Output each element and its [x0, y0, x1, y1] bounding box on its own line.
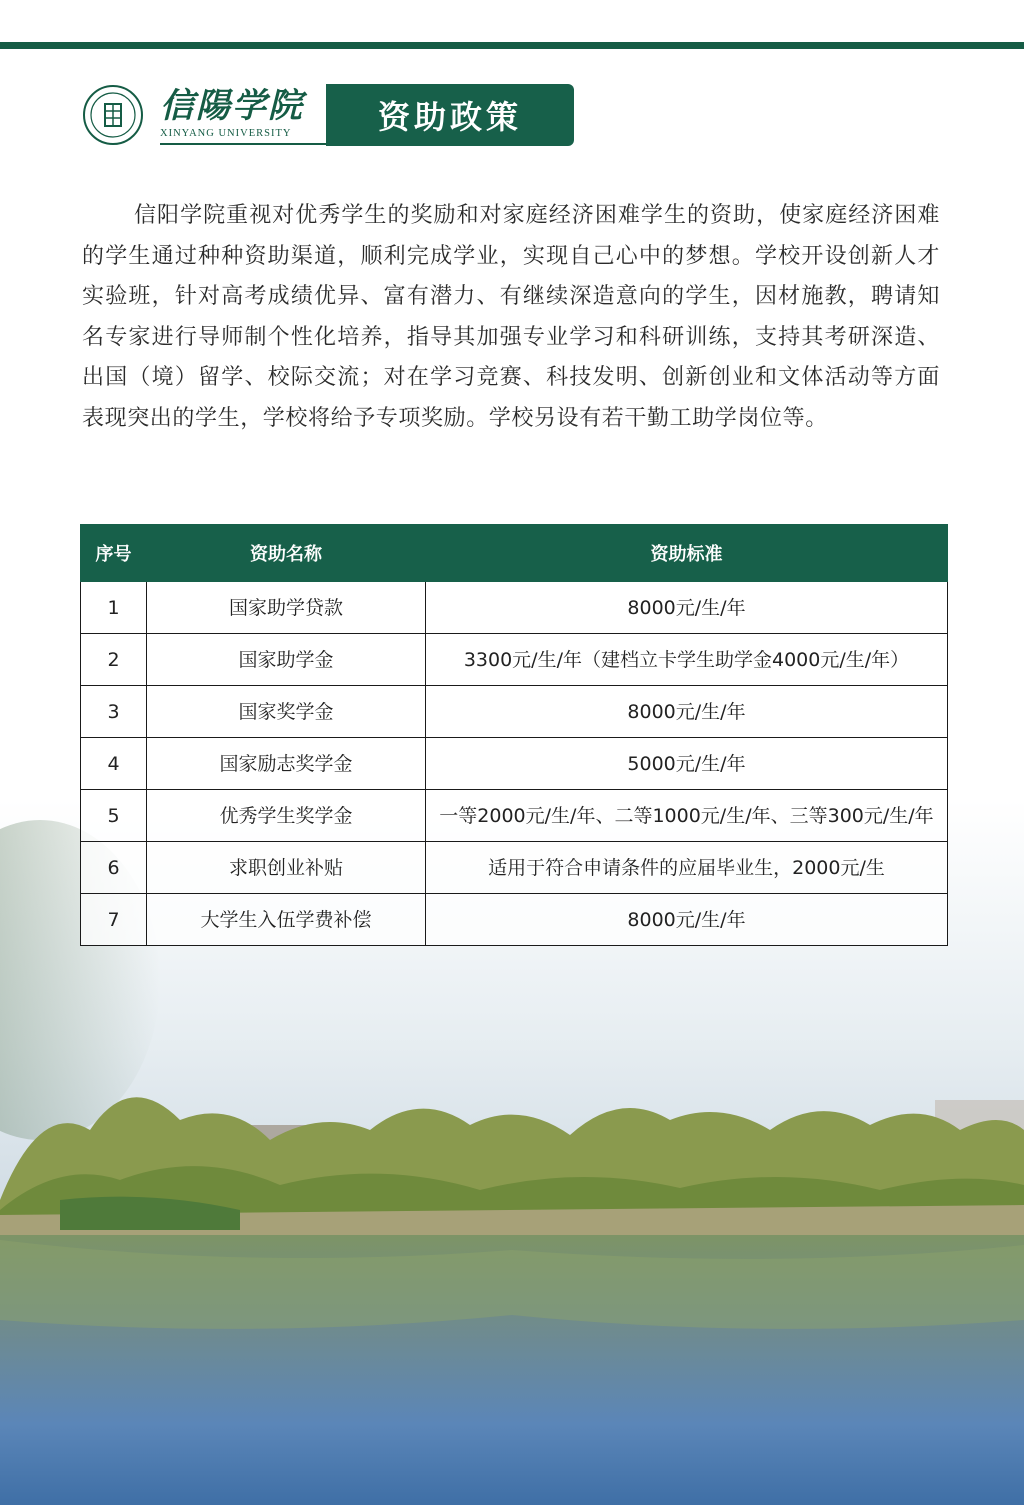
- row-aid-name: 优秀学生奖学金: [147, 790, 426, 842]
- row-aid-standard: 8000元/生/年: [426, 894, 948, 946]
- row-aid-standard: 5000元/生/年: [426, 738, 948, 790]
- table-row: [81, 634, 948, 686]
- row-aid-name: 大学生入伍学费补偿: [147, 894, 426, 946]
- row-aid-standard: 适用于符合申请条件的应届毕业生，2000元/生: [426, 842, 948, 894]
- row-index: 5: [81, 790, 147, 842]
- row-aid-standard: 一等2000元/生/年、二等1000元/生/年、三等300元/生/年: [426, 790, 948, 842]
- aid-table: [80, 524, 947, 946]
- intro-paragraph: 信阳学院重视对优秀学生的奖励和对家庭经济困难学生的资助，使家庭经济困难的学生通过种种资助渠道，顺利完成学业，实现自己心中的梦想。学校开设创新人才实验班，针对高考成绩优异、富有潜力、有继续深造意向的学生，因材施教，聘请知名专家进行导师制个性化培养，指导其加强专业学习和科研训练，支持其考研深造、出国（境）留学、校际交流；对在学习竞赛、科技发明、创新创业和文体活动等方面表现突出的学生，学校将给予专项奖励。学校另设有若干勤工助学岗位等。: [82, 203, 940, 431]
- header-aid-name: 资助名称: [147, 525, 426, 582]
- table-header-row: [81, 525, 948, 582]
- row-aid-standard: 3300元/生/年（建档立卡学生助学金4000元/生/年）: [426, 634, 948, 686]
- row-index: 7: [81, 894, 147, 946]
- row-aid-name: 求职创业补贴: [147, 842, 426, 894]
- table-row: [81, 686, 948, 738]
- row-aid-name: 国家奖学金: [147, 686, 426, 738]
- top-rule: [0, 42, 1024, 49]
- row-index: 1: [81, 582, 147, 634]
- row-aid-standard: 8000元/生/年: [426, 582, 948, 634]
- row-index: 6: [81, 842, 147, 894]
- row-index: 3: [81, 686, 147, 738]
- university-logo: [82, 84, 322, 148]
- logo-english-name: XINYANG UNIVERSITY: [160, 128, 292, 139]
- row-aid-name: 国家助学金: [147, 634, 426, 686]
- university-seal-icon: [82, 84, 144, 146]
- header-aid-standard: 资助标准: [426, 525, 948, 582]
- logo-chinese-name: 信陽学院: [160, 86, 304, 126]
- row-index: 4: [81, 738, 147, 790]
- header-index: 序号: [81, 525, 147, 582]
- row-index: 2: [81, 634, 147, 686]
- table-row: [81, 582, 948, 634]
- table-row: [81, 790, 948, 842]
- table-row: [81, 738, 948, 790]
- row-aid-standard: 8000元/生/年: [426, 686, 948, 738]
- row-aid-name: 国家助学贷款: [147, 582, 426, 634]
- header-underline: [160, 143, 330, 145]
- table-row: [81, 842, 948, 894]
- section-title: 资助政策: [326, 84, 574, 146]
- row-aid-name: 国家励志奖学金: [147, 738, 426, 790]
- table-row: [81, 894, 948, 946]
